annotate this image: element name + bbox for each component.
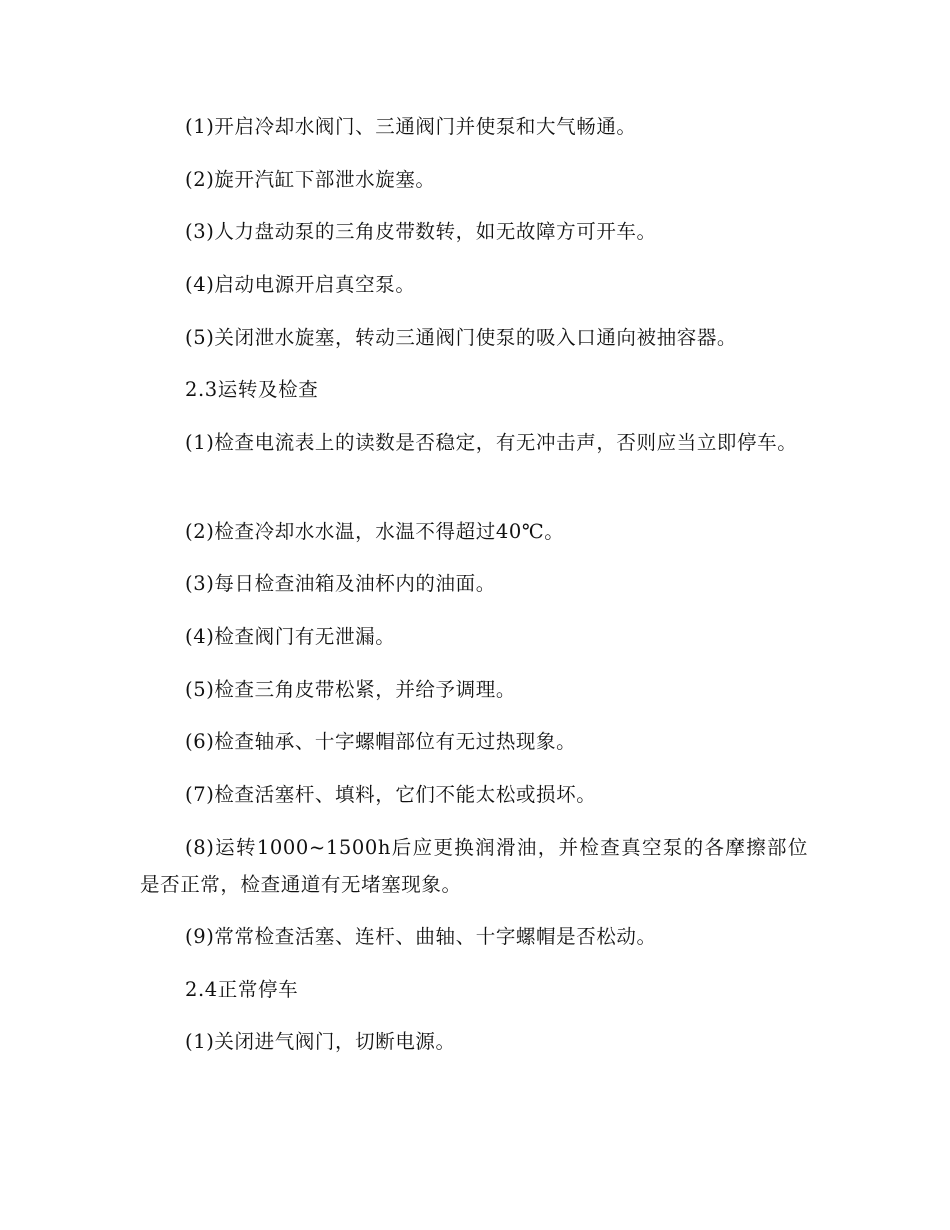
check-belt-tension: (5)检查三角皮带松紧，并给予调理。 [185,678,516,701]
check-oil-level: (3)每日检查油箱及油杯内的油面。 [185,572,496,595]
check-cooling-water-temp: (2)检查冷却水水温，水温不得超过40℃。 [185,520,565,543]
step-change-lubricant: (8)运转1000~1500h后应更换润滑油，并检查真空泵的各摩擦部位是否正常，检查通道有无堵塞现象。 [140,836,808,896]
check-valve-leakage: (4)检查阀门有无泄漏。 [185,625,396,648]
check-piston-rod-packing: (7)检查活塞杆、填料，它们不能太松或损坏。 [185,783,597,806]
step-open-cooling-valves: (1)开启冷却水阀门、三通阀门并使泵和大气畅通。 [185,115,637,138]
check-ammeter-reading: (1)检查电流表上的读数是否稳定，有无冲击声，否则应当立即停车。 [185,431,798,454]
step-start-power: (4)启动电源开启真空泵。 [185,273,416,296]
step-close-intake-cut-power: (1)关闭进气阀门，切断电源。 [185,1030,456,1053]
step-open-drain-cock: (2)旋开汽缸下部泄水旋塞。 [185,168,436,191]
step-turn-belt-manually: (3)人力盘动泵的三角皮带数转，如无故障方可开车。 [185,220,657,243]
section-heading-operation-inspection: 2.3运转及检查 [185,378,319,401]
step-close-drain-cock: (5)关闭泄水旋塞，转动三通阀门使泵的吸入口通向被抽容器。 [185,326,738,349]
check-loose-parts: (9)常常检查活塞、连杆、曲轴、十字螺帽是否松动。 [185,925,657,948]
check-bearing-overheat: (6)检查轴承、十字螺帽部位有无过热现象。 [185,730,577,753]
section-heading-normal-shutdown: 2.4正常停车 [185,978,299,1001]
